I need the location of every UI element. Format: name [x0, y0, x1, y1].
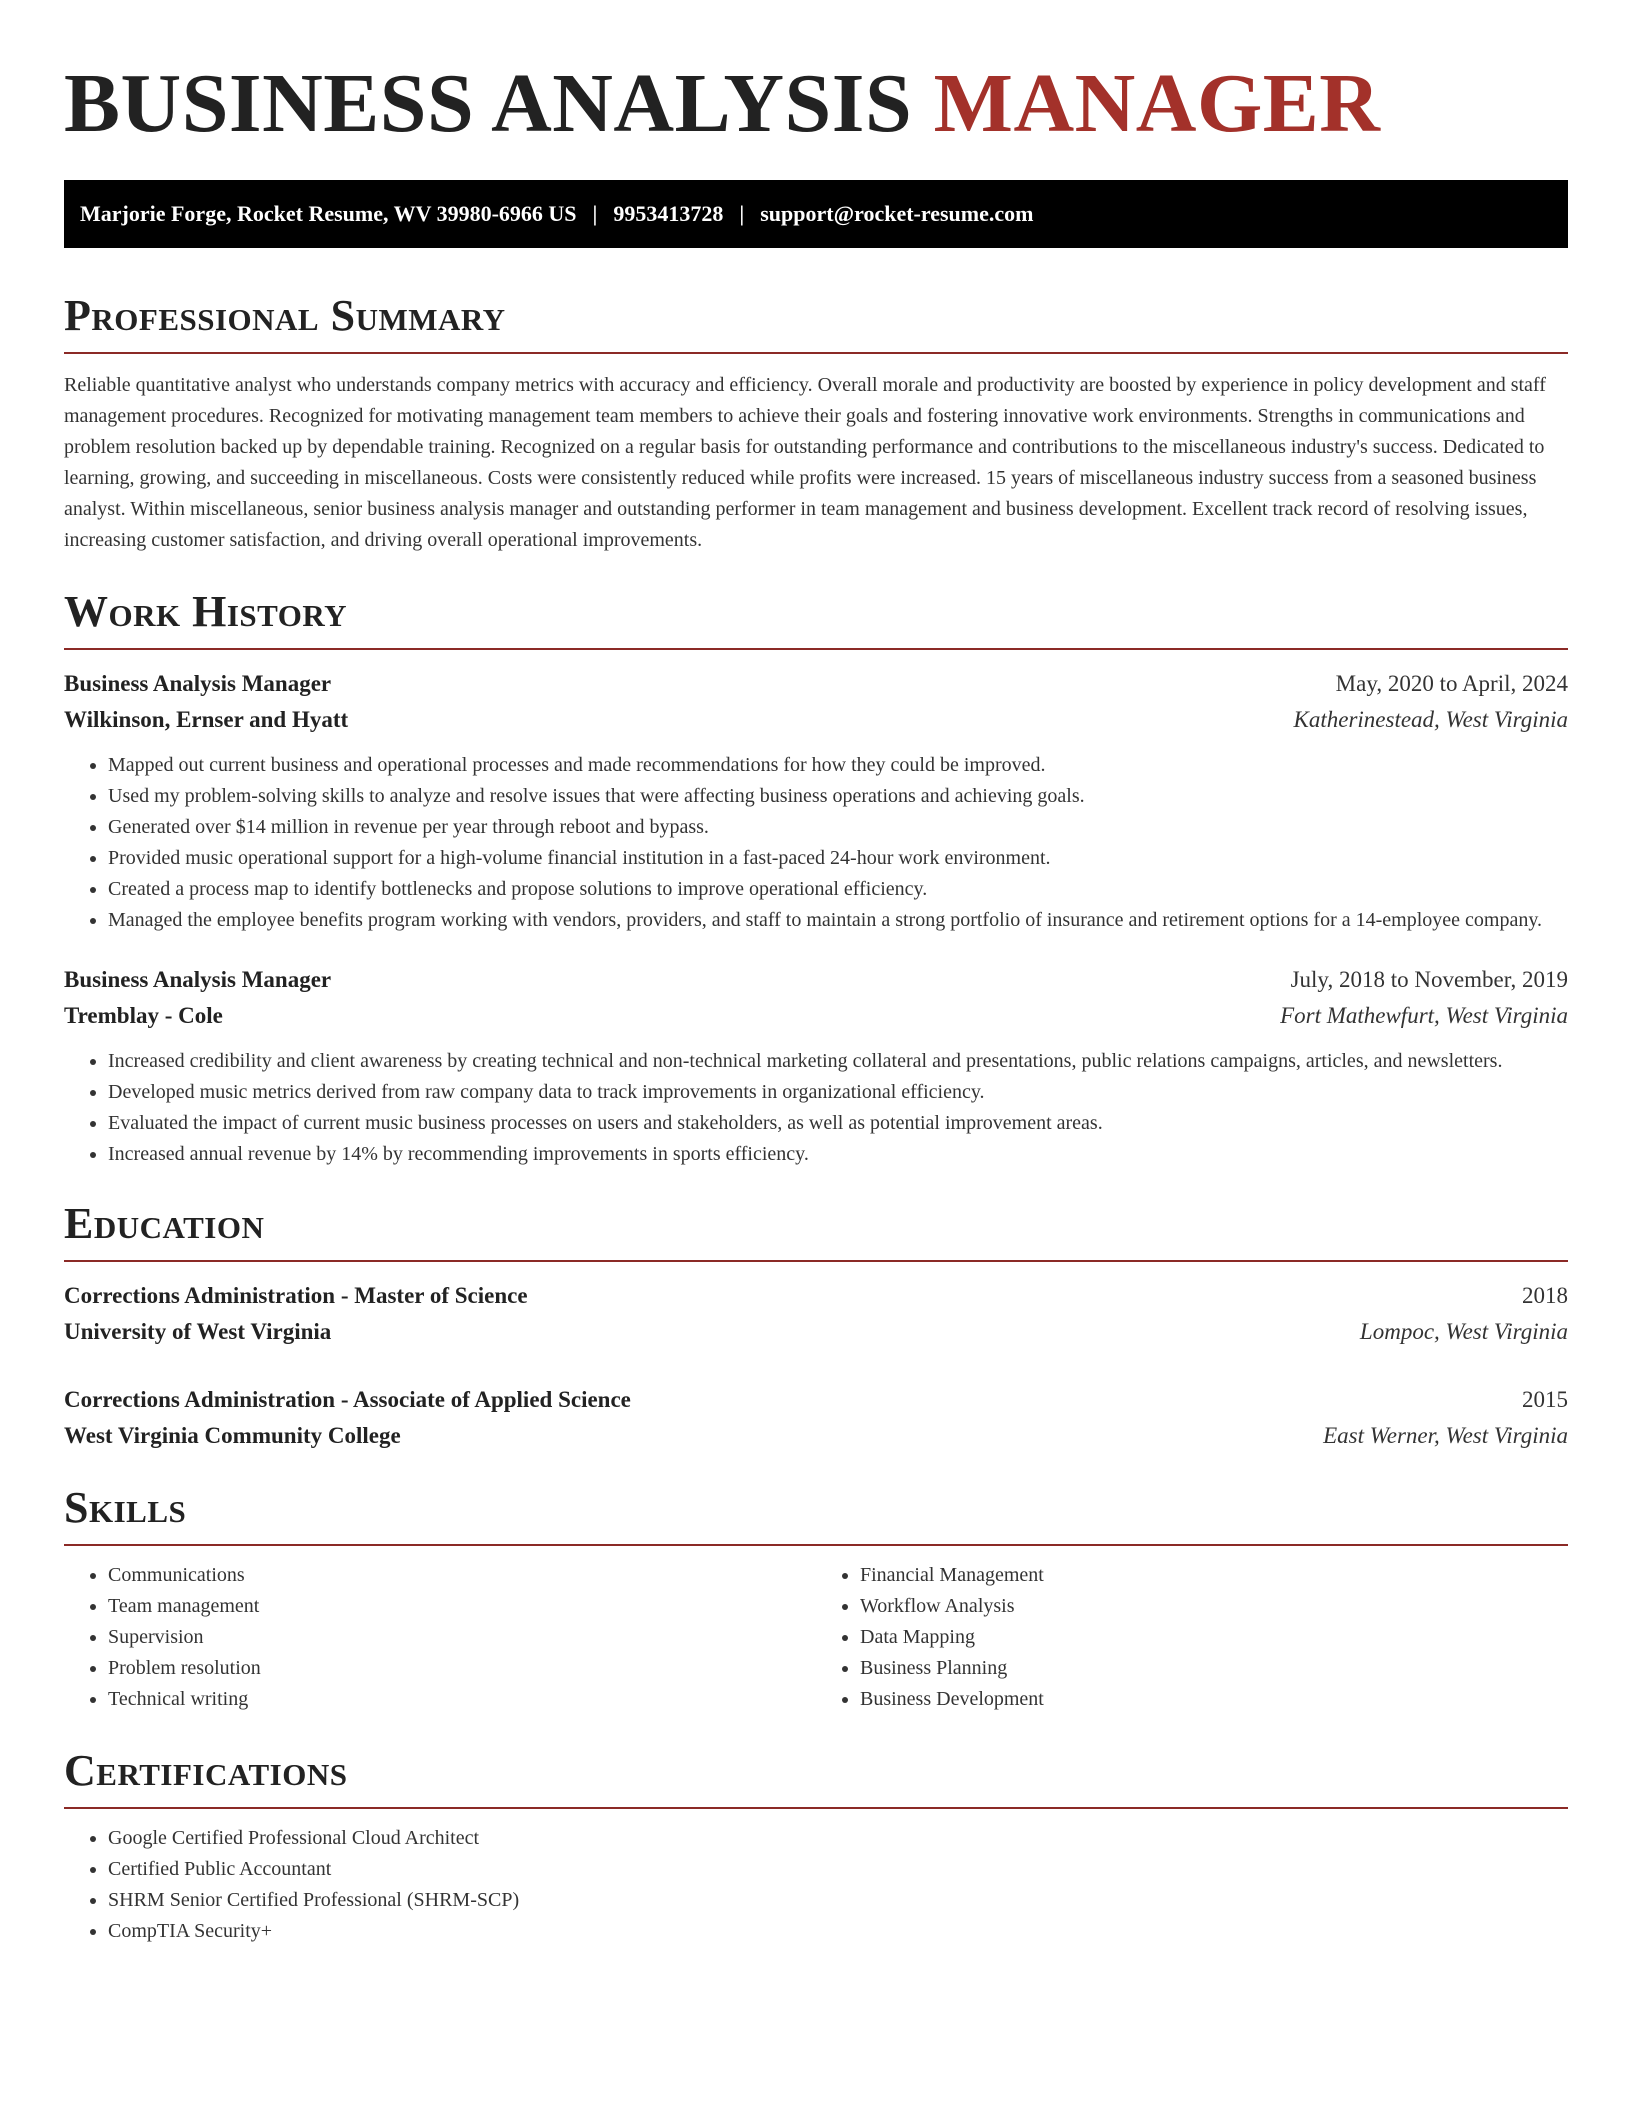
- job-bullet: • Created a process map to identify bottlenecks and propose solutions to improve operational efficiency.: [108, 874, 1568, 905]
- job-bullet: • Developed music metrics derived from raw company data to track improvements in organizational efficiency.: [108, 1077, 1568, 1108]
- job-company: Tremblay - Cole: [64, 1003, 223, 1028]
- job-entry: [64, 962, 1568, 1170]
- summary-heading: Professional Summary: [64, 291, 506, 340]
- skills-heading: Skills: [64, 1483, 187, 1532]
- contact-email: support@rocket-resume.com: [760, 201, 1034, 226]
- job-bullet: • Provided music operational support for a high-volume financial institution in a fast-paced 24-hour work environment.: [108, 843, 1568, 874]
- job-company-row: [64, 702, 1568, 738]
- skill-item: • Financial Management: [860, 1560, 1568, 1591]
- certification-item: • CompTIA Security+: [108, 1916, 1568, 1947]
- contact-phone: 9953413728: [613, 201, 724, 226]
- job-bullet: • Generated over $14 million in revenue per year through reboot and bypass.: [108, 812, 1568, 843]
- job-title: Business Analysis Manager: [64, 967, 332, 992]
- education-entry: [64, 1278, 1568, 1350]
- skill-item: • Communications: [108, 1560, 816, 1591]
- certification-item: • Certified Public Accountant: [108, 1854, 1568, 1885]
- section-divider: [64, 1544, 1568, 1546]
- job-bullet-list: [64, 750, 1568, 936]
- skills-list: [64, 1560, 816, 1715]
- education-school: West Virginia Community College: [64, 1423, 401, 1448]
- job-entry: [64, 666, 1568, 936]
- education-location: East Werner, West Virginia: [1323, 1423, 1568, 1448]
- skills-section: [64, 1480, 1568, 1715]
- contact-separator: |: [592, 201, 598, 226]
- section-divider: [64, 1807, 1568, 1809]
- section-divider: [64, 1260, 1568, 1262]
- contact-bar: [64, 180, 1568, 248]
- skill-item: • Workflow Analysis: [860, 1591, 1568, 1622]
- skill-item: • Business Development: [860, 1684, 1568, 1715]
- section-divider: [64, 352, 1568, 354]
- certifications-heading: Certifications: [64, 1746, 348, 1795]
- title-accent: MANAGER: [933, 57, 1381, 150]
- education-header-row: [64, 1278, 1568, 1314]
- skill-item: • Team management: [108, 1591, 816, 1622]
- education-degree: Corrections Administration - Master of Science: [64, 1283, 528, 1308]
- summary-text: Reliable quantitative analyst who understands company metrics with accuracy and efficiency. Overall morale and productivity are boosted by experience in policy development and staff management procedures. Recognized for motivating management team members to achieve their goals and fostering innovative work environments. Strengths in communications and problem resolution backed up by dependable training. Recognized on a regular basis for outstanding performance and contributions to the miscellaneous industry's success. Dedicated to learning, growing, and succeeding in miscellaneous. Costs were consistently reduced while profits were increased. 15 years of miscellaneous industry success from a seasoned business analyst. Within miscellaneous, senior business analysis manager and outstanding performer in team management and business development. Excellent track record of resolving issues, increasing customer satisfaction, and driving overall operational improvements.: [64, 374, 1546, 551]
- job-dates: May, 2020 to April, 2024: [1335, 671, 1568, 696]
- contact-separator: |: [739, 201, 745, 226]
- job-location: Katherinestead, West Virginia: [1293, 707, 1568, 732]
- summary-section: [64, 288, 1568, 556]
- education-school: University of West Virginia: [64, 1319, 332, 1344]
- education-entry: [64, 1382, 1568, 1454]
- education-year: 2015: [1522, 1387, 1568, 1412]
- job-bullet: • Evaluated the impact of current music business processes on users and stakeholders, as well as potential improvement areas.: [108, 1108, 1568, 1139]
- skills-grid: [64, 1560, 1568, 1715]
- certifications-section: [64, 1743, 1568, 1947]
- work-history-section: [64, 584, 1568, 1170]
- job-bullet: • Increased annual revenue by 14% by recommending improvements in sports efficiency.: [108, 1139, 1568, 1170]
- contact-address: Marjorie Forge, Rocket Resume, WV 39980-6966 US: [80, 201, 577, 226]
- education-header-row: [64, 1382, 1568, 1418]
- skills-list: [816, 1560, 1568, 1715]
- certifications-list: [64, 1823, 1568, 1947]
- certification-item: • Google Certified Professional Cloud Architect: [108, 1823, 1568, 1854]
- job-bullet: • Mapped out current business and operational processes and made recommendations for how they could be improved.: [108, 750, 1568, 781]
- job-bullet: • Managed the employee benefits program working with vendors, providers, and staff to maintain a strong portfolio of insurance and retirement options for a 14-employee company.: [108, 905, 1568, 936]
- skill-item: • Data Mapping: [860, 1622, 1568, 1653]
- job-bullet-list: [64, 1046, 1568, 1170]
- section-divider: [64, 648, 1568, 650]
- education-section: [64, 1196, 1568, 1454]
- skill-item: • Problem resolution: [108, 1653, 816, 1684]
- job-location: Fort Mathewfurt, West Virginia: [1280, 1003, 1568, 1028]
- certification-item: • SHRM Senior Certified Professional (SHRM-SCP): [108, 1885, 1568, 1916]
- skills-column-right: [816, 1560, 1568, 1715]
- work-history-heading: Work History: [64, 587, 348, 636]
- education-school-row: [64, 1418, 1568, 1454]
- job-company: Wilkinson, Ernser and Hyatt: [64, 707, 349, 732]
- job-header-row: [64, 962, 1568, 998]
- education-heading: Education: [64, 1199, 265, 1248]
- skill-item: • Supervision: [108, 1622, 816, 1653]
- job-bullet: • Increased credibility and client awareness by creating technical and non-technical marketing collateral and presentations, public relations campaigns, articles, and newsletters.: [108, 1046, 1568, 1077]
- skill-item: • Business Planning: [860, 1653, 1568, 1684]
- job-company-row: [64, 998, 1568, 1034]
- resume-title: [64, 0, 1568, 152]
- job-dates: July, 2018 to November, 2019: [1290, 967, 1568, 992]
- job-header-row: [64, 666, 1568, 702]
- job-title: Business Analysis Manager: [64, 671, 332, 696]
- education-location: Lompoc, West Virginia: [1359, 1319, 1568, 1344]
- education-school-row: [64, 1314, 1568, 1350]
- job-bullet: • Used my problem-solving skills to analyze and resolve issues that were affecting business operations and achieving goals.: [108, 781, 1568, 812]
- skills-column-left: [64, 1560, 816, 1715]
- education-year: 2018: [1522, 1283, 1568, 1308]
- skill-item: • Technical writing: [108, 1684, 816, 1715]
- title-main: BUSINESS ANALYSIS: [64, 57, 913, 150]
- education-degree: Corrections Administration - Associate of Applied Science: [64, 1387, 631, 1412]
